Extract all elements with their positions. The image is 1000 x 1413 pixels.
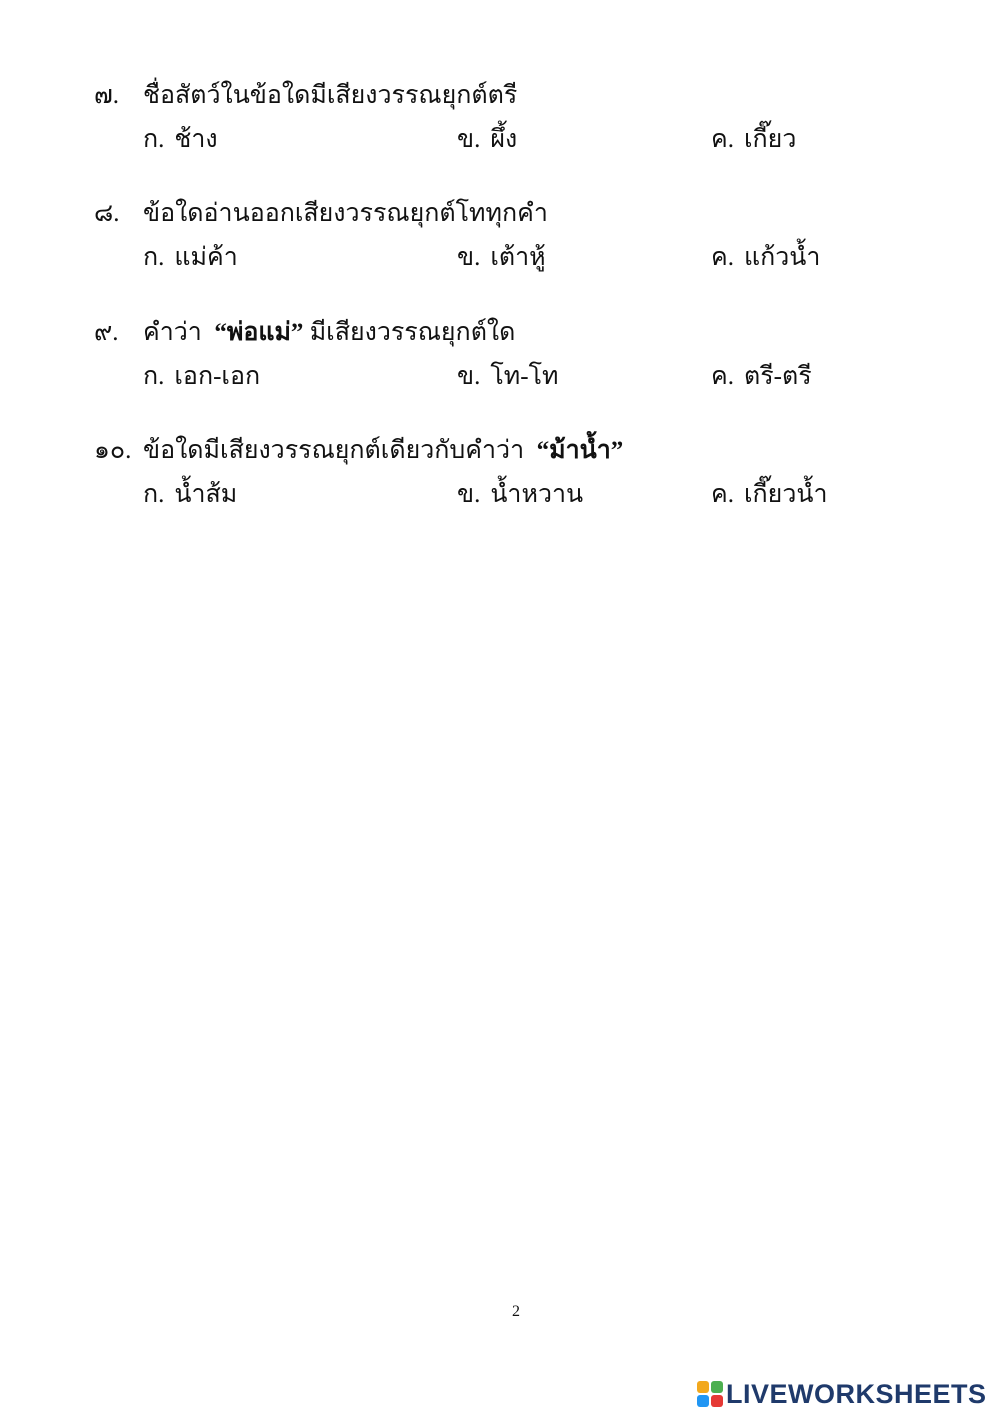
option-text: แม่ค้า — [174, 244, 238, 271]
logo-tile — [697, 1395, 709, 1407]
option-text: ช้าง — [174, 126, 218, 153]
option-letter: ค. — [711, 481, 734, 508]
page-number: 2 — [512, 1303, 520, 1320]
option-a[interactable] — [143, 475, 237, 515]
option-letter: ก. — [143, 363, 165, 390]
option-text: น้ำหวาน — [490, 481, 584, 508]
option-a[interactable] — [143, 120, 218, 160]
question-number: ๘. — [94, 200, 120, 227]
option-text: ตรี-ตรี — [743, 363, 812, 390]
logo-tile — [711, 1395, 723, 1407]
option-text: ผึ้ง — [490, 126, 518, 153]
option-letter: ค. — [711, 244, 734, 271]
option-c[interactable] — [711, 238, 820, 278]
question-number: ๙. — [94, 319, 119, 346]
question-text-before: ชื่อสัตว์ในข้อใดมีเสียงวรรณยุกต์ตรี — [143, 82, 518, 109]
option-letter: ข. — [457, 244, 481, 271]
question-text — [143, 76, 517, 116]
option-b[interactable] — [457, 238, 546, 278]
option-text: โท-โท — [490, 363, 559, 390]
question-number: ๗. — [94, 82, 120, 109]
question-emphasis: “พ่อแม่” — [214, 319, 304, 346]
option-letter: ค. — [711, 126, 734, 153]
question-emphasis: “ม้าน้ำ” — [536, 437, 624, 464]
option-letter: ข. — [457, 363, 481, 390]
question-text — [143, 313, 515, 353]
question-text-after: มีเสียงวรรณยุกต์ใด — [309, 319, 516, 346]
option-c[interactable] — [711, 357, 812, 397]
question-text — [143, 431, 623, 471]
logo-tile — [711, 1381, 723, 1393]
option-b[interactable] — [457, 120, 517, 160]
option-b[interactable] — [457, 357, 558, 397]
option-letter: ก. — [143, 126, 165, 153]
option-letter: ข. — [457, 126, 481, 153]
question-text-before: คำว่า — [143, 319, 202, 346]
option-a[interactable] — [143, 357, 260, 397]
option-text: น้ำส้ม — [174, 481, 238, 508]
question-line — [0, 431, 1000, 471]
option-text: เอก-เอก — [174, 363, 261, 390]
liveworksheets-brand[interactable] — [697, 1377, 987, 1411]
question-number: ๑๐. — [94, 437, 132, 464]
option-b[interactable] — [457, 475, 583, 515]
question-line — [0, 76, 1000, 116]
option-letter: ค. — [711, 363, 734, 390]
option-c[interactable] — [711, 475, 827, 515]
option-c[interactable] — [711, 120, 796, 160]
option-letter: ข. — [457, 481, 481, 508]
option-text: แก้วน้ำ — [743, 244, 821, 271]
brand-name: LIVEWORKSHEETS — [726, 1378, 987, 1409]
question-text-before: ข้อใดมีเสียงวรรณยุกต์เดียวกับคำว่า — [143, 437, 525, 464]
option-letter: ก. — [143, 244, 165, 271]
option-text: เกี๊ยวน้ำ — [743, 481, 828, 508]
question-text-before: ข้อใดอ่านออกเสียงวรรณยุกต์โททุกคำ — [143, 200, 548, 227]
option-text: เกี๊ยว — [743, 126, 797, 153]
question-line — [0, 313, 1000, 353]
question-text — [143, 194, 548, 234]
liveworksheets-logo-icon — [697, 1381, 723, 1407]
logo-tile — [697, 1381, 709, 1393]
option-a[interactable] — [143, 238, 238, 278]
option-letter: ก. — [143, 481, 165, 508]
option-text: เต้าหู้ — [490, 244, 546, 271]
question-line — [0, 194, 1000, 234]
